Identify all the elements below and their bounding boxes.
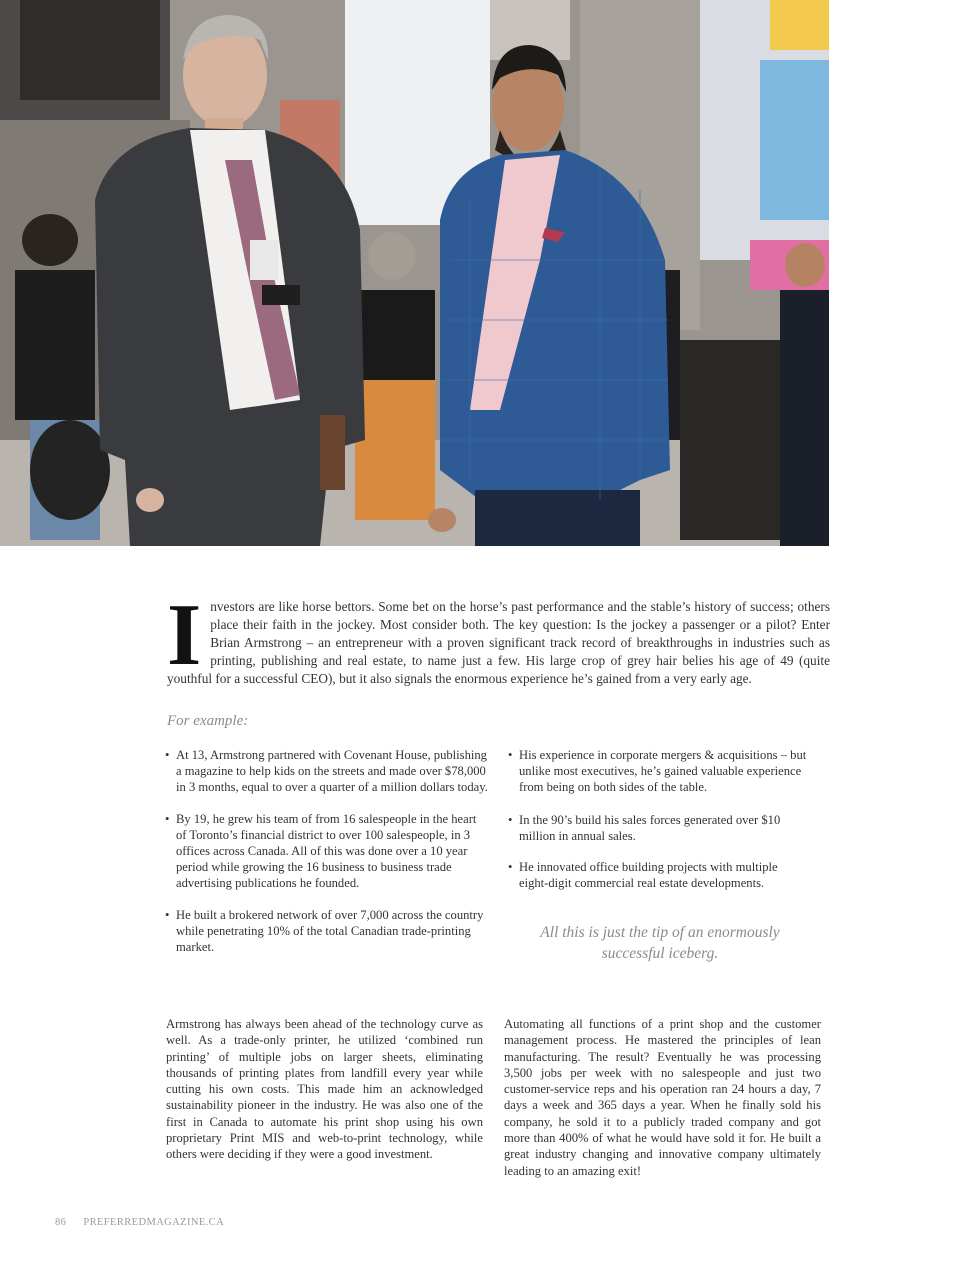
body-column-right: Automating all functions of a print shop and the customer management process. He mastered the principles of lean manufacturing. The result? Eventually he was processing 3,500 jobs per week with no salespeople and just two customer-service reps and his operation ran 24 hours a day, 7 days a week and 365 days a year. When he finally sold his company, he sold it to a publicly traded company and got more than 400% of what he would have sold it for. He built a great industry changing and innovative company ultimately leading to an amazing exit! (504, 1017, 821, 1178)
list-item-text: He innovated office building projects with multiple eight-digit commercial real estate developments. (519, 860, 778, 891)
intro-text: nvestors are like horse bettors. Some bet on the horse’s past performance and the stable’s history of success; others place their faith in the jockey. Most consider both. The key question: Is the jockey a passenger or a pilot? Enter Brian Armstrong – an entrepreneur with a proven significant track record of breakthroughs in industries such as printing, publishing and real estate, to name just a few. His large crop of grey hair belies his age of 49 (quite youthful for a successful CEO), but it also signals the enormous experience he’s gained from a very early age. (167, 599, 830, 687)
list-item (508, 812, 808, 844)
intro-paragraph (167, 587, 830, 688)
bullet-icon: • (508, 860, 513, 875)
list-item-text: By 19, he grew his team of from 16 salespeople in the heart of Toronto’s financial district to over 100 salespeople, in 3 offices across Canada. All of this was done over a 10 year period while growing the 16 business to business trade advertising publications he founded. (176, 811, 477, 891)
street-scene-illustration (0, 0, 829, 546)
bullet-icon: • (508, 812, 513, 827)
list-item (508, 859, 808, 891)
page-number: 86 (55, 1217, 67, 1228)
pull-quote: All this is just the tip of an enormously successful iceberg. (540, 924, 780, 962)
list-item-text: His experience in corporate mergers & acquisitions – but unlike most executives, he’s gained valuable experience from being on both sides of the table. (519, 748, 807, 795)
list-item-text: He built a brokered network of over 7,000 across the country while penetrating 10% of the total Canadian trade-printing market. (176, 907, 484, 955)
for-example-heading: For example: (167, 713, 249, 729)
bullet-icon: • (165, 811, 170, 826)
hero-photo (0, 0, 829, 546)
bullet-list-left (165, 747, 490, 970)
list-item (165, 907, 490, 956)
list-item-text: At 13, Armstrong partnered with Covenant House, publishing a magazine to help kids on the streets and made over $78,000 in 3 months, equal to over a quarter of a million dollars today. (176, 748, 488, 795)
body-column-left: Armstrong has always been ahead of the technology curve as well. As a trade-only printer, he utilized ‘combined run printing’ of multiple jobs on larger sheets, eliminating thousands of printing plates from landfill every year while cutting his own costs. This made him an acknowledged sustainability pioneer in the industry. He was also one of the first in Canada to automate his print shop using his own proprietary Print MIS and web-to-print technology, while others were deciding if they were a good investment. (166, 1017, 483, 1162)
list-item (508, 747, 808, 796)
drop-cap: I (167, 587, 202, 684)
bullet-icon: • (165, 907, 170, 922)
footer-site: PREFERREDMAGAZINE.CA (83, 1217, 225, 1228)
list-item (165, 747, 490, 796)
bullet-icon: • (165, 748, 170, 762)
bullet-list-right (508, 747, 808, 906)
page-footer (55, 1217, 224, 1228)
list-item (165, 811, 490, 892)
bullet-icon: • (508, 748, 513, 762)
list-item-text: In the 90’s build his sales forces generated over $10 million in annual sales. (519, 812, 781, 843)
